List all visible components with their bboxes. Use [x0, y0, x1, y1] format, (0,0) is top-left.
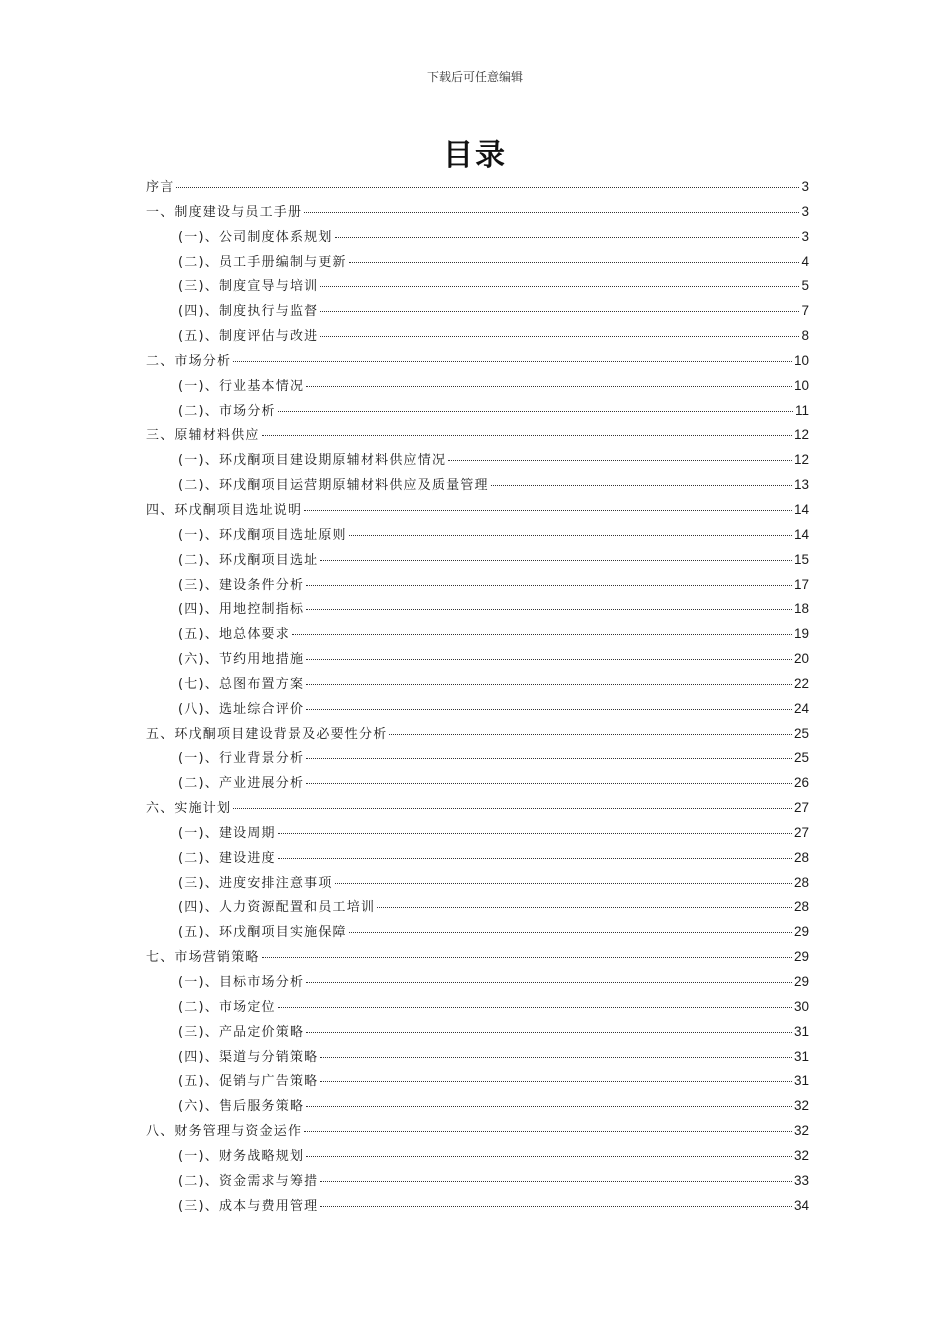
toc-page-number: 31: [793, 1023, 809, 1039]
toc-entry[interactable]: [146, 1169, 809, 1194]
toc-entry-title: 序言: [146, 180, 175, 195]
toc-entry[interactable]: [146, 274, 809, 299]
toc-entry[interactable]: [146, 920, 809, 945]
dot-leader: [377, 906, 792, 908]
toc-page-number: 31: [793, 1048, 809, 1064]
toc-entry-title: (一)、环戊酮项目选址原则: [178, 527, 347, 543]
toc-entry-title: 二、市场分析: [146, 353, 232, 369]
toc-page-number: 3: [801, 228, 809, 244]
dot-leader: [389, 733, 792, 735]
toc-entry-title: (四)、渠道与分销策略: [178, 1049, 319, 1065]
dot-leader: [320, 1205, 792, 1207]
toc-entry-title: (一)、环戊酮项目建设期原辅材料供应情况: [178, 453, 447, 469]
toc-page-number: 14: [793, 526, 809, 542]
dot-leader: [304, 211, 799, 213]
dot-leader: [320, 335, 799, 337]
toc-page-number: 28: [793, 874, 809, 890]
header-note: 下载后可任意编辑: [426, 70, 523, 84]
dot-leader: [306, 658, 792, 660]
toc-entry-title: (六)、节约用地措施: [178, 652, 305, 668]
toc-entry-title: 七、市场营销策略: [146, 950, 260, 966]
toc-entry[interactable]: [146, 498, 809, 523]
toc-page-number: 12: [793, 452, 809, 468]
dot-leader: [278, 410, 793, 412]
toc-entry[interactable]: [146, 771, 809, 796]
toc-page-number: 29: [793, 949, 809, 965]
dot-leader: [306, 981, 792, 983]
toc-page-number: 19: [793, 626, 809, 642]
toc-page-number: 12: [793, 427, 809, 443]
toc-page-number: 18: [793, 601, 809, 617]
toc-entry-title: (五)、促销与广告策略: [178, 1074, 319, 1090]
dot-leader: [176, 186, 799, 188]
toc-entry-title: (三)、制度宣导与培训: [178, 279, 319, 295]
toc-page-number: 22: [793, 675, 809, 691]
toc-page-number: 14: [793, 501, 809, 517]
toc-entry[interactable]: [146, 895, 809, 920]
toc-page-number: 26: [793, 775, 809, 791]
toc-page-number: 5: [801, 278, 809, 294]
toc-title: 目录: [443, 138, 507, 173]
toc-entry[interactable]: [146, 349, 809, 374]
dot-leader: [349, 261, 800, 263]
toc-entry[interactable]: [146, 225, 809, 250]
toc-entry-title: (二)、建设进度: [178, 850, 276, 866]
toc-entry-title: (四)、用地控制指标: [178, 602, 305, 618]
dot-leader: [306, 608, 792, 610]
toc-entry[interactable]: [146, 324, 809, 349]
toc-entry[interactable]: [146, 1194, 809, 1219]
toc-entry[interactable]: [146, 871, 809, 896]
toc-entry-title: (二)、环戊酮项目运营期原辅材料供应及质量管理: [178, 478, 489, 494]
dot-leader: [233, 360, 792, 362]
toc-page-number: 10: [793, 352, 809, 368]
dot-leader: [306, 1031, 792, 1033]
toc-entry[interactable]: [146, 647, 809, 672]
toc-entry-title: (二)、产业进展分析: [178, 776, 305, 792]
toc-entry-title: (四)、人力资源配置和员工培训: [178, 900, 376, 916]
toc-page-number: 32: [793, 1147, 809, 1163]
toc-page-number: 32: [793, 1098, 809, 1114]
toc-page-number: 27: [793, 824, 809, 840]
toc-page-number: 25: [793, 725, 809, 741]
dot-leader: [304, 509, 792, 511]
dot-leader: [349, 931, 792, 933]
dot-leader: [491, 484, 792, 486]
toc-page-number: 3: [801, 203, 809, 219]
toc-entry-title: (三)、成本与费用管理: [178, 1198, 319, 1214]
toc-page-number: 28: [793, 899, 809, 915]
toc-entry-title: (二)、环戊酮项目选址: [178, 552, 319, 568]
toc-page-number: 34: [793, 1197, 809, 1213]
toc-entry[interactable]: [146, 523, 809, 548]
dot-leader: [306, 1105, 792, 1107]
dot-leader: [306, 757, 792, 759]
toc-entry-title: 六、实施计划: [146, 801, 232, 817]
toc-entry-title: (一)、目标市场分析: [178, 975, 305, 990]
toc-entry[interactable]: [146, 473, 809, 498]
toc-page-number: 13: [793, 477, 809, 493]
dot-leader: [262, 434, 792, 436]
toc-entry[interactable]: [146, 622, 809, 647]
toc-entry[interactable]: [146, 672, 809, 697]
toc-entry-title: (五)、环戊酮项目实施保障: [178, 925, 347, 941]
toc-page-number: 3: [801, 179, 809, 194]
toc-entry-title: (一)、公司制度体系规划: [178, 229, 333, 245]
toc-entry-title: 一、制度建设与员工手册: [146, 204, 303, 220]
toc-entry[interactable]: [146, 423, 809, 448]
toc-entry[interactable]: [146, 374, 809, 399]
dot-leader: [292, 633, 792, 635]
toc-entry-title: (三)、产品定价策略: [178, 1024, 305, 1040]
toc-page-number: 24: [793, 700, 809, 716]
dot-leader: [320, 1056, 792, 1058]
toc-entry[interactable]: [146, 970, 809, 995]
dot-leader: [320, 1080, 792, 1082]
dot-leader: [306, 683, 792, 685]
dot-leader: [306, 708, 792, 710]
toc-page-number: 15: [793, 551, 809, 567]
dot-leader: [304, 1130, 792, 1132]
toc-entry-title: (四)、制度执行与监督: [178, 304, 319, 320]
toc-entry[interactable]: [146, 1045, 809, 1070]
dot-leader: [233, 807, 792, 809]
toc-entry[interactable]: [146, 995, 809, 1020]
dot-leader: [306, 584, 792, 586]
toc-entry[interactable]: [146, 250, 809, 275]
toc-page-number: 8: [801, 328, 809, 344]
toc-page-number: 28: [793, 849, 809, 865]
toc-page-number: 10: [793, 377, 809, 393]
toc-entry-title: (二)、资金需求与筹措: [178, 1173, 319, 1189]
toc-entry-title: (五)、地总体要求: [178, 627, 290, 643]
toc-entry[interactable]: [146, 299, 809, 324]
toc-page-number: 33: [793, 1172, 809, 1188]
toc-page-number: 11: [794, 402, 809, 418]
dot-leader: [262, 956, 792, 958]
toc-entry[interactable]: [146, 175, 809, 200]
toc-entry[interactable]: [146, 746, 809, 771]
toc-entry[interactable]: [146, 697, 809, 722]
toc-page-number: 29: [793, 974, 809, 989]
toc-entry-title: (三)、进度安排注意事项: [178, 875, 333, 891]
dot-leader: [448, 459, 792, 461]
dot-leader: [306, 782, 792, 784]
toc-page-number: 20: [793, 651, 809, 667]
toc-entry[interactable]: [146, 722, 809, 747]
dot-leader: [278, 857, 792, 859]
toc-entry-title: (八)、选址综合评价: [178, 701, 305, 717]
toc-entry-title: 四、环戊酮项目选址说明: [146, 502, 303, 518]
toc-entry[interactable]: [146, 1069, 809, 1094]
toc-page-number: 32: [793, 1123, 809, 1139]
toc-entry[interactable]: [146, 1119, 809, 1144]
toc-entry-title: (二)、市场定位: [178, 999, 276, 1015]
toc-page-number: 29: [793, 924, 809, 940]
toc-page-number: 31: [793, 1073, 809, 1089]
toc-entry[interactable]: [146, 597, 809, 622]
toc-entry-title: (二)、员工手册编制与更新: [178, 254, 347, 270]
toc-page-number: 25: [793, 750, 809, 766]
dot-leader: [320, 310, 799, 312]
dot-leader: [306, 385, 792, 387]
toc-entry-title: (一)、行业背景分析: [178, 751, 305, 767]
dot-leader: [335, 236, 800, 238]
toc-entry-title: (三)、建设条件分析: [178, 577, 305, 593]
dot-leader: [320, 559, 792, 561]
toc-entry[interactable]: [146, 1094, 809, 1119]
toc-page-number: 17: [793, 576, 809, 592]
toc-entry-title: (一)、财务战略规划: [178, 1148, 305, 1164]
toc-entry-title: 八、财务管理与资金运作: [146, 1124, 303, 1140]
dot-leader: [335, 882, 792, 884]
toc-entry-title: (二)、市场分析: [178, 403, 276, 419]
table-of-contents: [146, 175, 809, 1218]
toc-page-number: 7: [801, 303, 809, 319]
toc-entry[interactable]: [146, 846, 809, 871]
toc-entry-title: (六)、售后服务策略: [178, 1099, 305, 1115]
toc-entry-title: 三、原辅材料供应: [146, 428, 260, 444]
toc-entry[interactable]: [146, 1020, 809, 1045]
toc-entry-title: (一)、行业基本情况: [178, 378, 305, 394]
dot-leader: [278, 832, 792, 834]
dot-leader: [306, 1155, 792, 1157]
dot-leader: [320, 285, 799, 287]
dot-leader: [320, 1180, 792, 1182]
toc-page-number: 27: [793, 800, 809, 816]
dot-leader: [278, 1006, 792, 1008]
toc-entry[interactable]: [146, 548, 809, 573]
toc-entry-title: (一)、建设周期: [178, 825, 276, 841]
toc-entry[interactable]: [146, 448, 809, 473]
dot-leader: [349, 534, 792, 536]
toc-entry[interactable]: [146, 399, 809, 424]
toc-entry[interactable]: [146, 573, 809, 598]
toc-entry[interactable]: [146, 200, 809, 225]
toc-entry-title: (七)、总图布置方案: [178, 676, 305, 692]
toc-entry-title: (五)、制度评估与改进: [178, 329, 319, 345]
toc-entry[interactable]: [146, 796, 809, 821]
toc-entry[interactable]: [146, 945, 809, 970]
toc-entry[interactable]: [146, 821, 809, 846]
toc-page-number: 30: [793, 998, 809, 1014]
toc-entry-title: 五、环戊酮项目建设背景及必要性分析: [146, 726, 388, 742]
toc-entry[interactable]: [146, 1144, 809, 1169]
toc-page-number: 4: [801, 253, 809, 269]
